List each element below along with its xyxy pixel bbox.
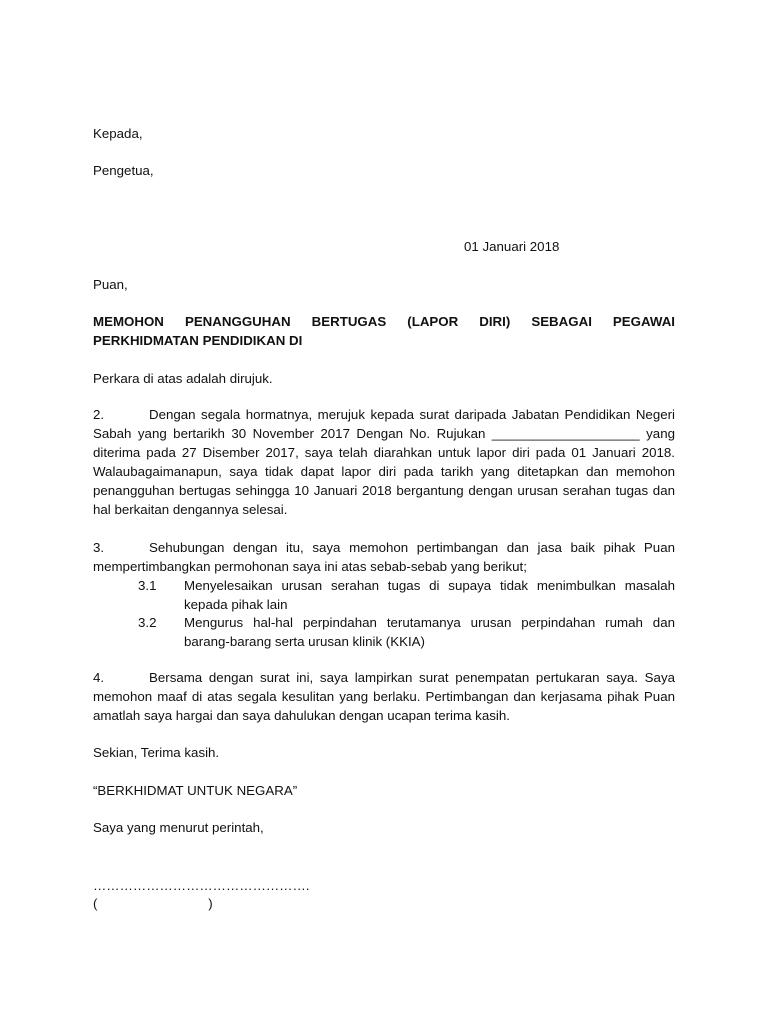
name-brackets: ( ): [93, 896, 213, 911]
recipient-title: Pengetua,: [93, 163, 154, 178]
paragraph-3-text: Sehubungan dengan itu, saya memohon pertimbangan dan jasa baik pihak Puan mempertimbangkan permohonan saya ini atas sebab-sebab yang berikut;: [93, 540, 675, 574]
paragraph-2-number: 2.: [93, 407, 105, 422]
paragraph-3: [93, 538, 675, 576]
list-item-number: 3.1: [138, 578, 157, 593]
subject-heading: MEMOHON PENANGGUHAN BERTUGAS (LAPOR DIRI) SEBAGAI PEGAWAI PERKHIDMATAN PENDIDIKAN DI: [93, 314, 675, 348]
recipient-to: Kepada,: [93, 126, 143, 141]
intro-line: Perkara di atas adalah dirujuk.: [93, 371, 273, 386]
paragraph-4: [93, 668, 675, 725]
list-item-text: Menyelesaikan urusan serahan tugas di supaya tidak menimbulkan masalah kepada pihak lain: [184, 578, 675, 612]
paragraph-4-text: Bersama dengan surat ini, saya lampirkan surat penempatan pertukaran saya. Saya memohon maaf di atas segala kesulitan yang berlaku. Pertimbangan dan kerjasama pihak Puan amatlah saya hargai dan saya dahulukan dengan ucapan terima kasih.: [93, 670, 675, 723]
list-item-number: 3.2: [138, 615, 157, 630]
sign-off: Saya yang menurut perintah,: [93, 820, 264, 835]
paragraph-3-number: 3.: [93, 540, 105, 555]
salutation: Puan,: [93, 277, 128, 292]
paragraph-4-number: 4.: [93, 670, 105, 685]
list-item-text: Mengurus hal-hal perpindahan terutamanya urusan perpindahan rumah dan barang-barang serta urusan klinik (KKIA): [184, 615, 675, 649]
closing-line: Sekian, Terima kasih.: [93, 745, 220, 760]
letter-date: 01 Januari 2018: [464, 239, 560, 254]
motto: “BERKHIDMAT UNTUK NEGARA”: [93, 783, 298, 798]
paragraph-2: [93, 405, 675, 519]
paragraph-2-text: Dengan segala hormatnya, merujuk kepada surat daripada Jabatan Pendidikan Negeri Sabah yang bertarikh 30 November 2017 Dengan No. Rujukan ____________________ yang diterima pada 27 Disember 2017, saya telah diarahkan untuk lapor diri pada 01 Januari 2018. Walaubagaimanapun, saya tidak dapat lapor diri pada tarikh yang ditetapkan dan memohon penangguhan bertugas sehingga 10 Januari 2018 bergantung dengan urusan serahan tugas dan hal berkaitan dengannya selesai.: [93, 407, 675, 517]
signature-line: ………………………………………….: [93, 878, 310, 893]
